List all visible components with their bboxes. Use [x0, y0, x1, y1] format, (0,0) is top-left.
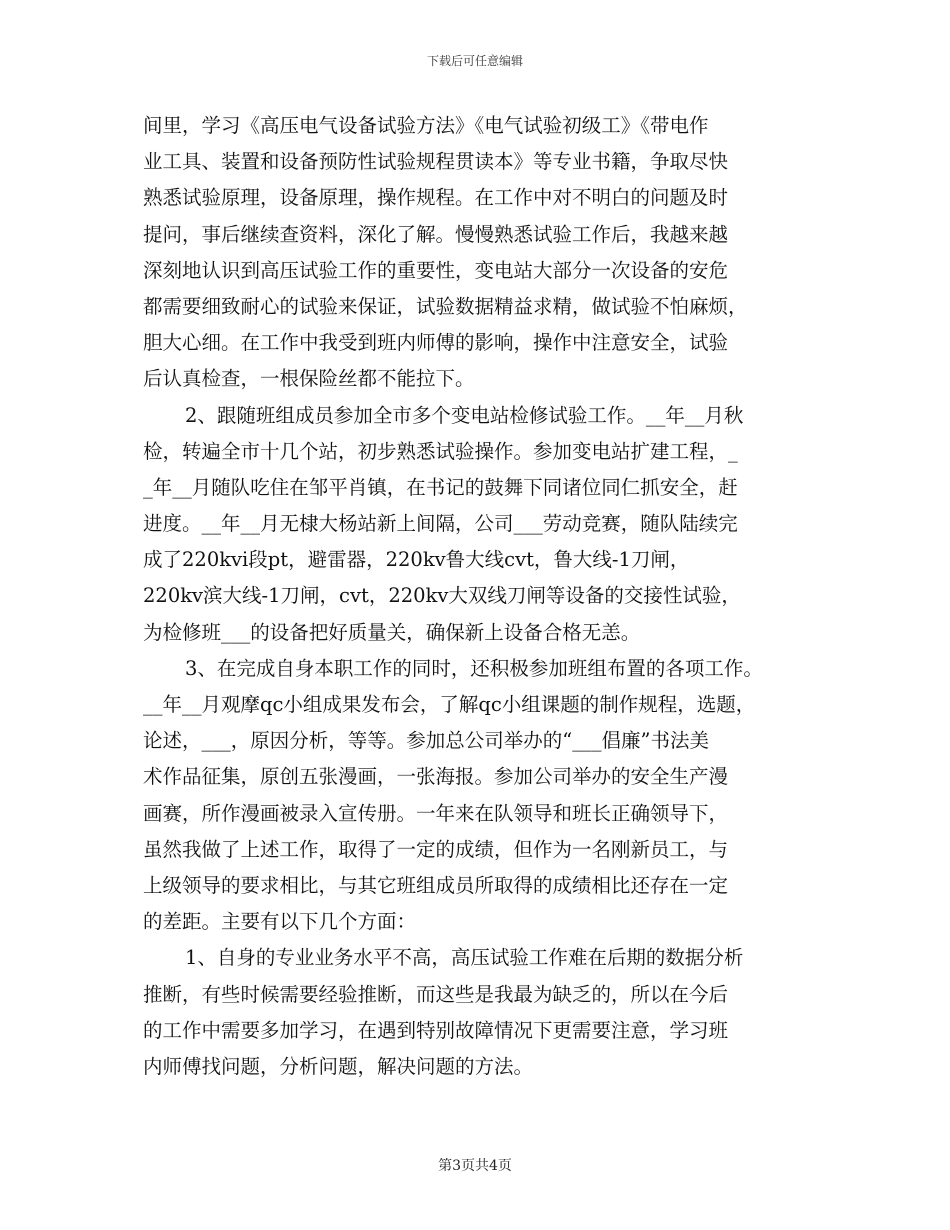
page-number: 第3页共4页: [438, 1158, 512, 1174]
text-line: 画赛，所作漫画被录入宣传册。一年来在队领导和班长正确领导下，: [143, 801, 729, 825]
text-line: 上级领导的要求相比，与其它班组成员所取得的成绩相比还存在一定: [143, 873, 729, 897]
text-line: _年__月随队吃住在邹平肖镇，在书记的鼓舞下同诸位同仁抓安全，赶: [143, 475, 738, 499]
text-line: 论述，___，原因分析，等等。参加总公司举办的“___倡廉”书法美: [143, 729, 709, 753]
paragraph-start-line: 2、跟随班组成员参加全市多个变电站检修试验工作。__年__月秋: [185, 403, 744, 427]
text-line: 内师傅找问题，分析问题，解决问题的方法。: [143, 1054, 534, 1078]
paragraph-start-line: 3、在完成自身本职工作的同时，还积极参加班组布置的各项工作。: [185, 656, 763, 680]
text-line: 间里，学习《高压电气设备试验方法》《电气试验初级工》《带电作: [143, 114, 709, 137]
text-line: 熟悉试验原理，设备原理，操作规程。在工作中对不明白的问题及时: [143, 186, 729, 210]
text-line: 深刻地认识到高压试验工作的重要性，变电站大部分一次设备的安危: [143, 258, 729, 282]
text-line: 提问，事后继续查资料，深化了解。慢慢熟悉试验工作后，我越来越: [143, 222, 729, 246]
text-line: 后认真检查，一根保险丝都不能拉下。: [143, 367, 475, 391]
page-header: 下载后可任意编辑: [426, 54, 523, 68]
text-line: 虽然我做了上述工作，取得了一定的成绩，但作为一名刚新员工，与: [143, 837, 729, 861]
text-line: 的工作中需要多加学习，在遇到特别故障情况下更需要注意，学习班: [143, 1018, 729, 1042]
text-line: 220kv滨大线-1刀闸，cvt，220kv大双线刀闸等设备的交接性试验，: [143, 584, 741, 608]
document-body: [143, 108, 843, 1085]
text-line: 都需要细致耐心的试验来保证，试验数据精益求精，做试验不怕麻烦，: [143, 294, 748, 318]
text-line: 推断，有些时候需要经验推断，而这些是我最为缺乏的，所以在今后: [143, 982, 729, 1006]
text-line: 术作品征集，原创五张漫画，一张海报。参加公司举办的安全生产漫: [143, 765, 729, 789]
paragraph-start-line: 1、自身的专业业务水平不高，高压试验工作难在后期的数据分析: [185, 946, 744, 970]
text-line: __年__月观摩qc小组成果发布会，了解qc小组课题的制作规程，选题，: [143, 693, 756, 716]
text-line: 业工具、装置和设备预防性试验规程贯读本》等专业书籍，争取尽快: [143, 150, 729, 174]
text-line: 检，转遍全市十几个站，初步熟悉试验操作。参加变电站扩建工程，_: [143, 439, 738, 463]
text-line: 胆大心细。在工作中我受到班内师傅的影响，操作中注意安全，试验: [143, 331, 729, 355]
text-line: 的差距。主要有以下几个方面：: [143, 910, 417, 934]
text-line: 成了220kvⅰ段pt，避雷器，220kv鲁大线cvt，鲁大线-1刀闸，: [143, 548, 690, 572]
text-line: 进度。__年__月无棣大杨站新上间隔，公司___劳动竞赛，随队陆续完: [143, 512, 738, 536]
text-line: 为检修班___的设备把好质量关，确保新上设备合格无恙。: [143, 620, 641, 644]
